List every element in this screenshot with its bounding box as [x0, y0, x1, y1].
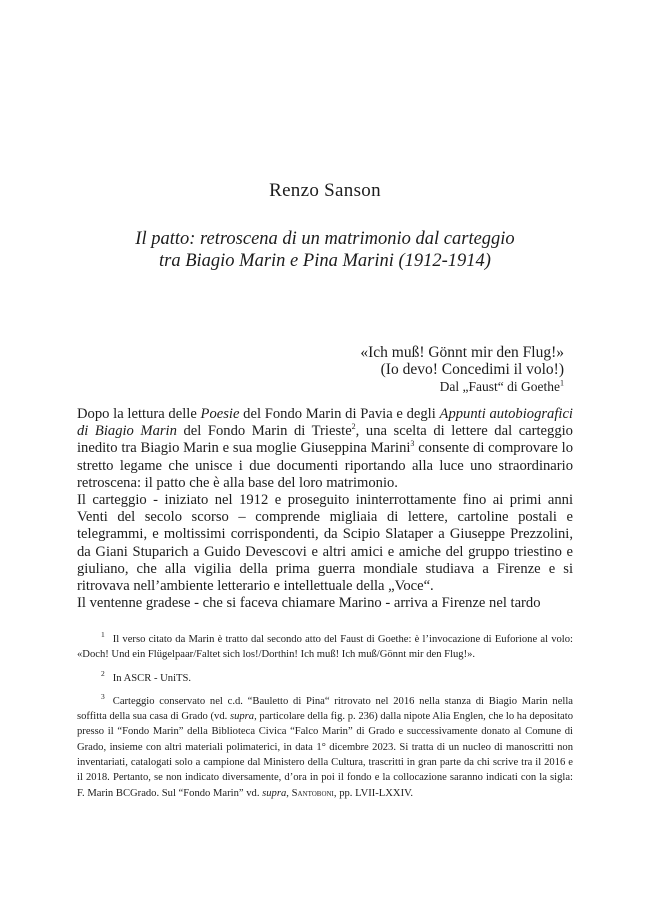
footnote-text: , pp. LVII-LXXIV. — [333, 787, 414, 799]
article-title — [0, 228, 650, 272]
footnote-text: In ASCR - UniTS. — [112, 672, 192, 684]
text-span: consente di comprovare lo stretto legame che unisce i due documenti riportando alla luce uno straordinario retroscena: il patto che è alla base del loro matrimonio. — [77, 440, 574, 491]
cited-author: Santoboni — [291, 787, 334, 799]
poesie-title: Poesie — [200, 406, 240, 422]
footnote-1 — [77, 632, 573, 663]
epigraph — [204, 344, 564, 395]
footnote-number: 2 — [101, 669, 105, 679]
footnotes — [77, 632, 573, 809]
footnote-text: Il verso citato da Marin è tratto dal secondo atto del Faust di Goethe: è l’invocazione di Euforione al volo: «Doch! Und ein Flügelpaar/Faltet sich los!/Dorthin! Ich muß! Ich muß/Gönnt mir den Flug!». — [77, 634, 573, 661]
text-span: , una scelta di lettere dal carteggio inedito tra Biagio Marin e sua moglie Giuseppina Marini — [77, 423, 573, 457]
supra-word: supra — [229, 711, 255, 723]
footnote-text: , — [286, 787, 292, 799]
epigraph-source — [204, 378, 564, 395]
footnote-text: , particolare della fig. p. 236) dalla nipote Alia Englen, che lo ha depositato presso il “Fondo Marin” della Biblioteca Civica “Falco Marin” di Grado e successivamente donato al Comune di Grado, insieme con altri materiali polimaterici, in data 1° dicembre 2023. Si tratta di un nucleo di manoscritti non inventariati, catalogati solo a campione dal Ministero della Cultura, trascritti in gran parte da chi scrive tra il 2016 e il 2018. Pertanto, se non indicato diversamente, d’ora in poi il fondo e la collocazione saranno indicati con la sigla: F. Marin BCGrado. Sul “Fondo Marin” vd. — [77, 711, 574, 799]
footnote-2 — [77, 671, 573, 686]
text-span: del Fondo Marin di Trieste — [176, 423, 352, 440]
text-span: Dopo la lettura delle — [77, 406, 201, 422]
supra-word: supra — [262, 787, 287, 799]
appunti-title: Appunti autobiografici di Biagio Marin — [77, 406, 573, 440]
footnote-ref-3: 3 — [410, 439, 415, 449]
title-line-1: Il patto: retroscena di un matrimonio dal carteggio — [135, 229, 515, 249]
body-text — [77, 406, 573, 612]
footnote-3 — [77, 694, 573, 801]
title-line-2: tra Biagio Marin e Pina Marini (1912-1914) — [159, 251, 491, 271]
footnote-number: 1 — [101, 630, 105, 640]
footnote-text: Carteggio conservato nel c.d. “Bauletto di Pina“ ritrovato nel 2016 nella stanza di Biagio Marin nella soffitta della sua casa di Grado (vd. — [77, 695, 573, 723]
paragraph-2: Il carteggio - iniziato nel 1912 e proseguito ininterrottamente fino ai primi anni Venti del secolo scorso – comprende migliaia di lettere, cartoline postali e telegrammi, e moltissimi corrispondenti, da Scipio Slataper a Giuseppe Prezzolini, da Giani Stuparich a Guido Devescovi e altri amici e amiche del gruppo triestino e giuliano, che alla vigilia della prima guerra mondiale studiava a Firenze e si ritrovava nell’ambiente letterario e intellettuale della „Voce“. — [77, 492, 573, 595]
paragraph-3: Il ventenne gradese - che si faceva chiamare Marino - arriva a Firenze nel tardo — [77, 595, 541, 612]
footnote-ref-2: 2 — [351, 422, 356, 432]
author-name: Renzo Sanson — [269, 180, 381, 201]
epigraph-line-1: «Ich muß! Gönnt mir den Flug!» — [360, 344, 564, 361]
footnote-ref-1: 1 — [560, 378, 564, 388]
epigraph-line-2: (Io devo! Concedimi il volo!) — [380, 361, 564, 378]
paragraph-1 — [77, 406, 573, 492]
text-span: del Fondo Marin di Pavia e degli — [239, 406, 440, 422]
footnote-number: 3 — [101, 692, 105, 702]
epigraph-source-text: Dal „Faust“ di Goethe — [439, 379, 560, 394]
